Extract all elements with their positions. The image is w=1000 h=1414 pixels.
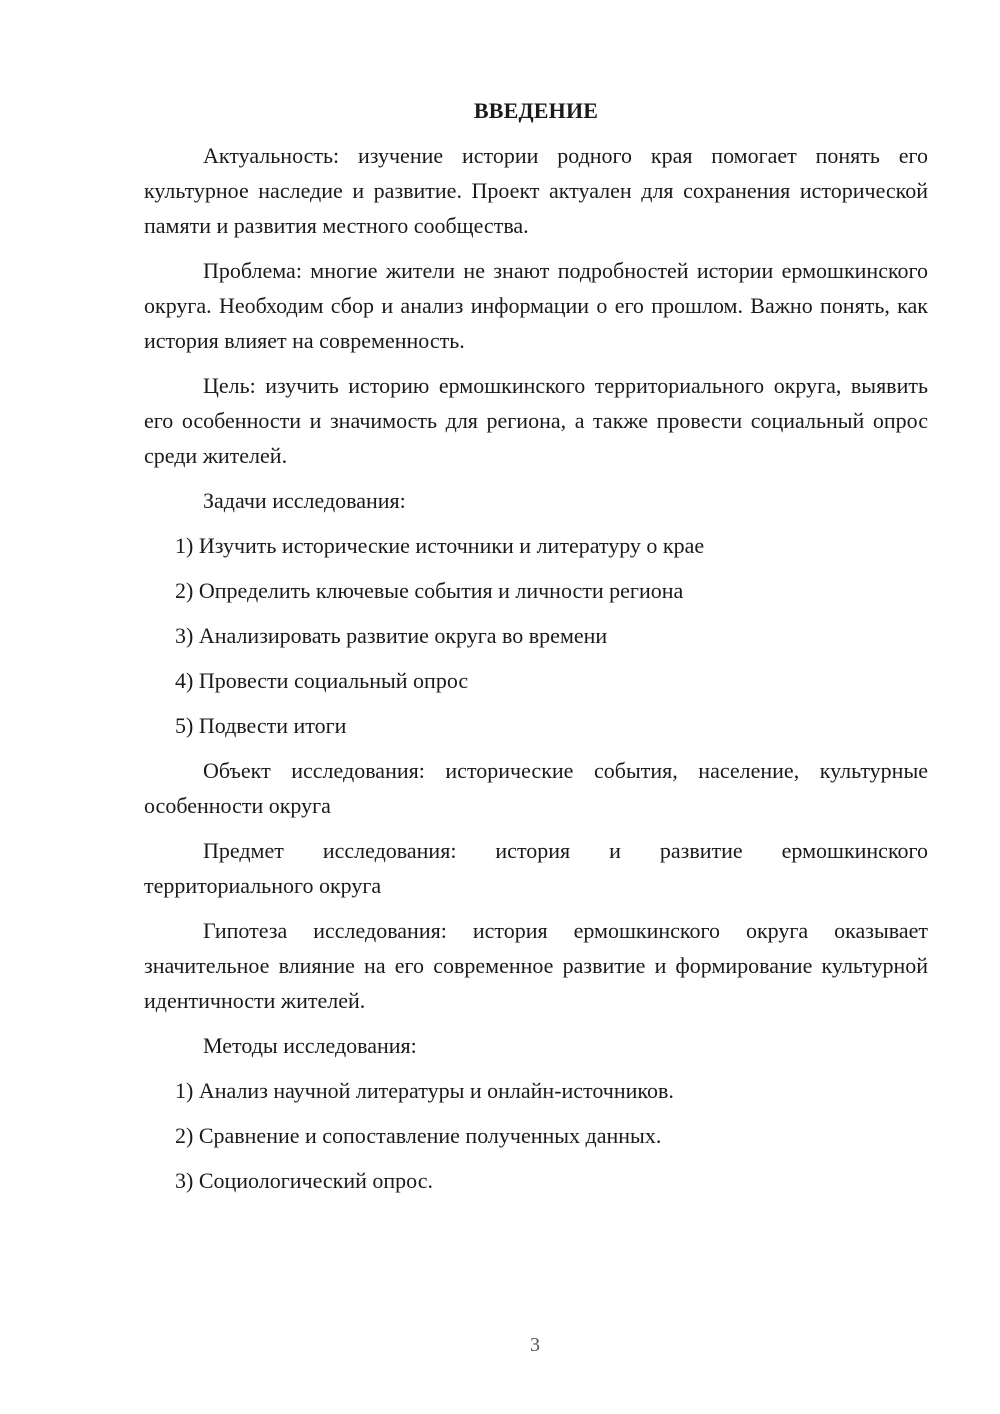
- page-title: ВВЕДЕНИЕ: [473, 98, 599, 123]
- relevance-paragraph: Актуальность: изучение истории родного края помогает понять его культурное наследие и развитие. Проект актуален для сохранения исторической памяти и развития местного сообщества.: [144, 143, 928, 238]
- task-item: 1) Изучить исторические источники и литературу о крае: [175, 533, 705, 558]
- task-item: 3) Анализировать развитие округа во времени: [175, 623, 608, 648]
- subject-paragraph: Предмет исследования: история и развитие ермошкинского территориального округа: [144, 838, 928, 898]
- problem-paragraph: Проблема: многие жители не знают подробностей истории ермошкинского округа. Необходим сбор и анализ информации о его прошлом. Важно понять, как история влияет на современность.: [144, 258, 928, 353]
- task-item: 5) Подвести итоги: [175, 713, 347, 738]
- page-number: 3: [530, 1334, 540, 1356]
- method-item: 1) Анализ научной литературы и онлайн-источников.: [175, 1078, 674, 1103]
- document-page: [144, 93, 928, 1208]
- method-item: 3) Социологический опрос.: [175, 1168, 433, 1193]
- object-paragraph: Объект исследования: исторические события, население, культурные особенности округа: [144, 758, 928, 818]
- methods-heading: Методы исследования:: [203, 1033, 417, 1058]
- tasks-heading: Задачи исследования:: [203, 488, 406, 513]
- method-item: 2) Сравнение и сопоставление полученных данных.: [175, 1123, 662, 1148]
- hypothesis-paragraph: Гипотеза исследования: история ермошкинского округа оказывает значительное влияние на его современное развитие и формирование культурной идентичности жителей.: [144, 918, 928, 1013]
- goal-paragraph: Цель: изучить историю ермошкинского территориального округа, выявить его особенности и значимость для региона, а также провести социальный опрос среди жителей.: [144, 373, 928, 468]
- task-item: 4) Провести социальный опрос: [175, 668, 469, 693]
- task-item: 2) Определить ключевые события и личности региона: [175, 578, 684, 603]
